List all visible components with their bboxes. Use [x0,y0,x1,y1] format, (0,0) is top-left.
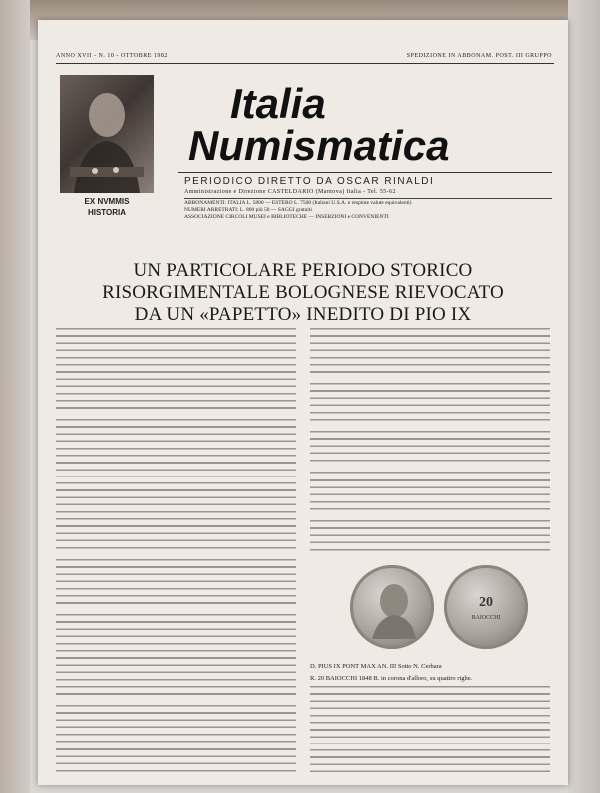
subscription-line-3: ASSOCIAZIONE CIRCOLI MUSEI e BIBLIOTECHE — INSERZIONI e CONVENIENTI [184,214,389,220]
background-right [568,0,600,793]
subscription-rule [184,198,552,199]
body-paragraph [56,419,296,477]
body-paragraph [56,614,296,700]
motto [60,196,154,218]
headline-line-2: RISORGIMENTALE BOLOGNESE RIEVOCATO [102,282,504,303]
coin-caption-reverse-title: R. 20 BAIOCCHI 1848 B. [310,674,380,682]
subscription-line-1: ABBONAMENTI: ITALIA L. 5800 — ESTERO L. 7500 (Italiani U.S.A. e respinte valute equivalenti) [184,200,412,206]
administration-line: Amministrazione e Direzione CASTELDARIO (Mantova) Italia - Tel. 55-62 [184,189,396,195]
header-rule [56,63,554,64]
body-paragraph [56,328,296,414]
article-headline [58,260,548,326]
motto-line-2: HISTORIA [87,208,127,217]
issue-line: ANNO XVII - N. 10 - OTTOBRE 1982 [56,53,168,59]
coin-caption-reverse [310,675,550,684]
masthead-rule [178,172,552,173]
coin-value: 20 [479,595,493,610]
coin-denomination: BAIOCCHI [471,615,501,621]
coin-caption-obverse [310,663,550,672]
coin-figure [310,561,550,657]
portrait-illustration [60,75,154,193]
coin-reverse [444,565,528,649]
body-paragraph [310,431,550,467]
body-paragraph [56,559,296,609]
headline-line-3: DA UN «PAPETTO» INEDITO DI PIO IX [134,304,472,325]
subscription-line-2: NUMERI ARRETRATI: L. 800 più 50 — SAGGI gratuiti [184,207,312,213]
body-paragraph [310,383,550,426]
coin-obverse [350,565,434,649]
headline-line-1: UN PARTICOLARE PERIODO STORICO [133,260,473,281]
pope-bust-icon [350,565,434,649]
article-column-right [310,328,550,773]
title-numismatica: Numismatica [188,122,450,169]
body-paragraph [310,328,550,378]
title-italia: Italia [230,80,326,127]
article-column-left [56,328,296,773]
coin-caption-obverse-text: Sotto N. Cerbara [397,663,442,670]
body-paragraph [310,472,550,515]
body-paragraph [56,482,296,554]
body-paragraph [310,520,550,556]
numismatist-engraving-icon [60,75,154,193]
body-paragraph [310,686,550,744]
coin-caption-obverse-title: D. PIUS IX PONT MAX AN. III [310,663,397,670]
body-paragraph [56,705,296,773]
postal-line: SPEDIZIONE IN ABBONAM. POST. III GRUPPO [406,53,552,59]
background-left [0,0,30,793]
subscription-info [184,200,552,221]
body-paragraph [310,749,550,773]
coin-caption-reverse-text: in corona d'alloro, su quattro righe. [380,674,473,682]
periodico-line: PERIODICO DIRETTO DA OSCAR RINALDI [184,176,435,187]
newspaper-page [38,20,568,785]
motto-line-1: EX NVMMIS [84,197,130,206]
